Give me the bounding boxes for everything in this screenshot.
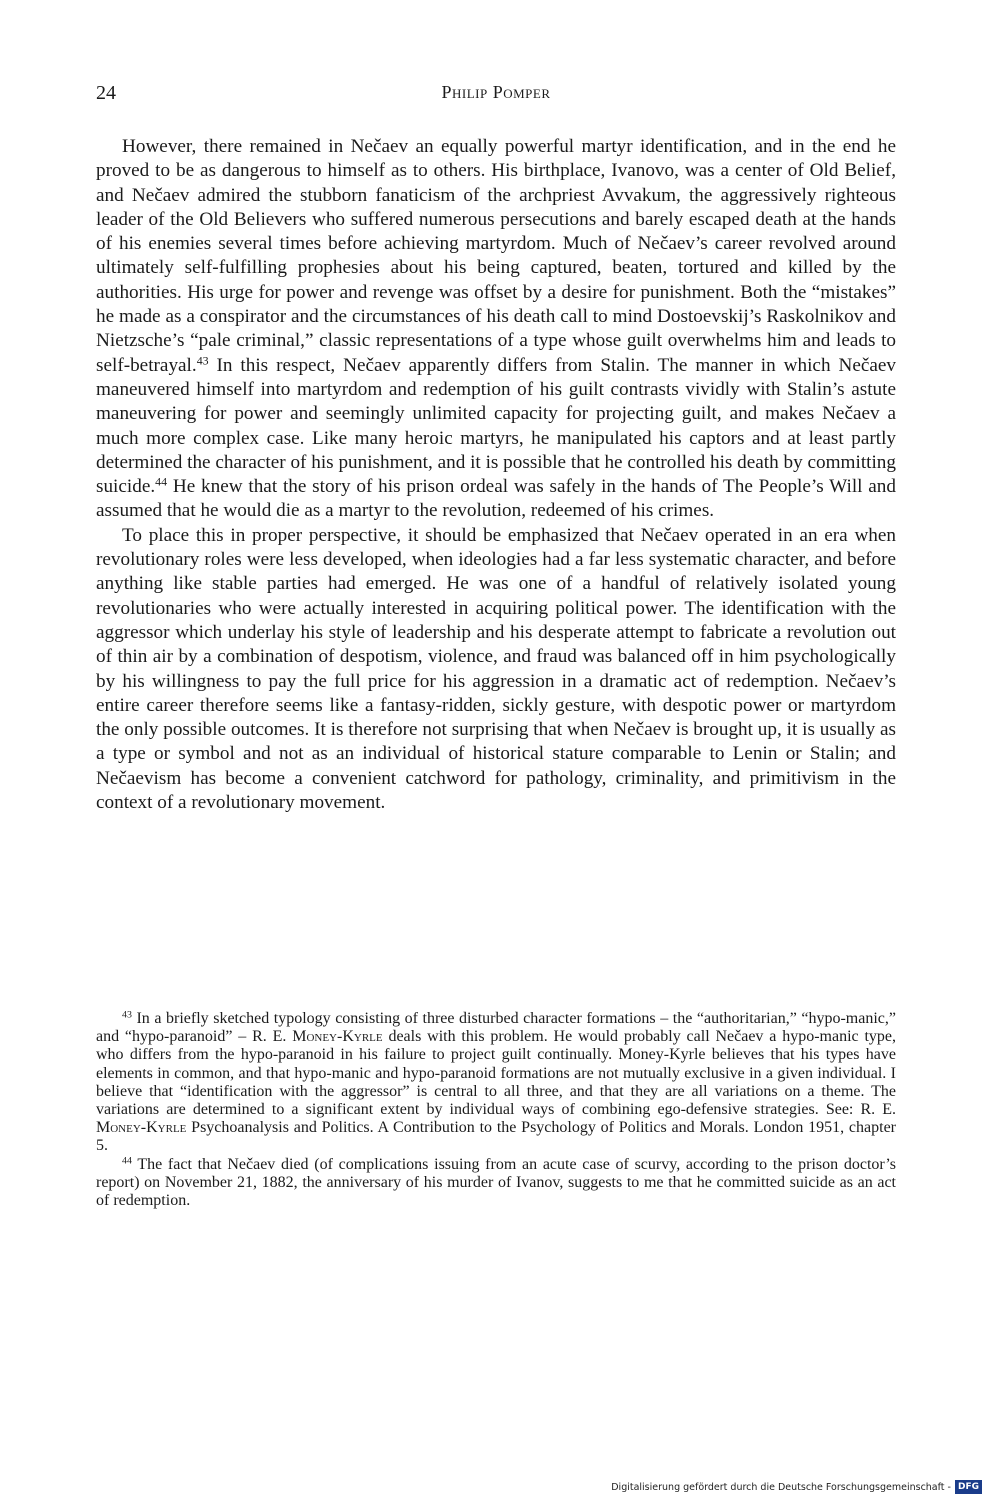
footnote-text: Psychoanalysis and Politics. A Contribution to the Psychology of Politics and Morals. London 1951, chapter 5.: [96, 1119, 896, 1155]
paragraph: To place this in proper perspective, it should be emphasized that Nečaev operated in an era when revolutionary roles were less developed, when ideologies had a far less systematic character, and before anything like stable parties had emerged. He was one of a handful of relatively isolated young revolutionaries who were actually interested in acquiring political power. The identification with the aggressor which underlay his style of leadership and his desperate attempt to fabricate a revolution out of thin air by a combination of despotism, violence, and fraud was balanced off in him psychologically by his willingness to pay the full price for his aggression in a dramatic act of redemption. Nečaev’s entire career therefore seems like a fantasy-ridden, sickly gesture, with despotic power or martyrdom the only possible outcomes. It is therefore not surprising that when Nečaev is brought up, it is usually as a type or symbol and not as an individual of historical stature comparable to Lenin or Stalin; and Nečaevism has become a convenient catchword for pathology, criminality, and primitivism in the context of a revolutionary movement.: [96, 524, 896, 814]
footnote-number: 43: [122, 1009, 132, 1021]
footnote: [96, 1010, 896, 1156]
paragraph-text: In this respect, Nečaev apparently differs from Stalin. The manner in which Nečaev maneuvered himself into martyrdom and redemption of his guilt contrasts vividly with Stalin’s astute maneuvering for power and seemingly unlimited capacity for projecting guilt, and makes Nečaev a much more complex case. Like many heroic martyrs, he manipulated his captors and at least partly determined the character of his punishment, and it is possible that he controlled his death by committing suicide.: [96, 354, 896, 498]
paragraph-text: He knew that the story of his prison ordeal was safely in the hands of The People’s Will and assumed that he would die as a martyr to the revolution, redeemed of his crimes.: [96, 476, 896, 522]
footnote-reference: 44: [155, 474, 168, 489]
page-number: 24: [96, 82, 116, 104]
digitization-note: Digitalisierung gefördert durch die Deutsche Forschungsgemeinschaft -: [611, 1481, 951, 1493]
footnote-number: 44: [122, 1155, 132, 1167]
running-head: Philip Pomper: [441, 82, 551, 102]
dfg-logo: DFG: [955, 1480, 982, 1494]
author-name: Money-Kyrle: [96, 1119, 187, 1137]
footnote-reference: 43: [196, 353, 209, 368]
paragraph-text: However, there remained in Nečaev an equally powerful martyr identification, and in the end he proved to be as dangerous to himself as to others. His birthplace, Ivanovo, was a center of Old Belief, and Nečaev admired the stubborn fanaticism of the archpriest Avvakum, the aggressively righteous leader of the Old Believers who suffered numerous persecutions and barely escaped death at the hands of his enemies several times before achieving martyrdom. Much of Nečaev’s career revolved around ultimately self-fulfilling prophesies about his being captured, beaten, tortured and killed by the authorities. His urge for power and revenge was offset by a desire for punishment. Both the “mistakes” he made as a conspirator and the circumstances of his death call to mind Dostoevskij’s Raskolnikov and Nietzsche’s “pale criminal,” classic representations of a type whose guilt overwhelms him and leads to self-betrayal.: [96, 136, 896, 376]
author-name: Money-Kyrle: [292, 1028, 383, 1046]
footnote-text: In a briefly sketched typology consisting of three disturbed character formations – the “authoritarian,” “hypo-manic,” and “hypo-paranoid” – R. E.: [96, 1010, 896, 1046]
footnotes: [96, 1010, 896, 1210]
footnote: [96, 1156, 896, 1211]
paragraph: [96, 135, 896, 524]
digitization-credit: [611, 1479, 982, 1495]
footnote-text: The fact that Nečaev died (of complications issuing from an acute case of scurvy, according to the prison doctor’s report) on November 21, 1882, the anniversary of his murder of Ivanov, suggests to me that he committed suicide as an act of redemption.: [96, 1155, 896, 1210]
page-header: [96, 82, 896, 112]
footnote-text: deals with this problem. He would probably call Nečaev a hypo-manic type, who differs from the hypo-paranoid in his failure to project guilt continually. Money-Kyrle believes that his types have elements in common, and that hypo-manic and hypo-paranoid formations are not mutually exclusive in a given individual. I believe that “identification with the aggressor” is central to all three, and that they are all variations on a theme. The variations are determined to a significant extent by individual ways of combining ego-defensive strategies. See: R. E.: [96, 1028, 896, 1119]
main-text: [96, 135, 896, 815]
